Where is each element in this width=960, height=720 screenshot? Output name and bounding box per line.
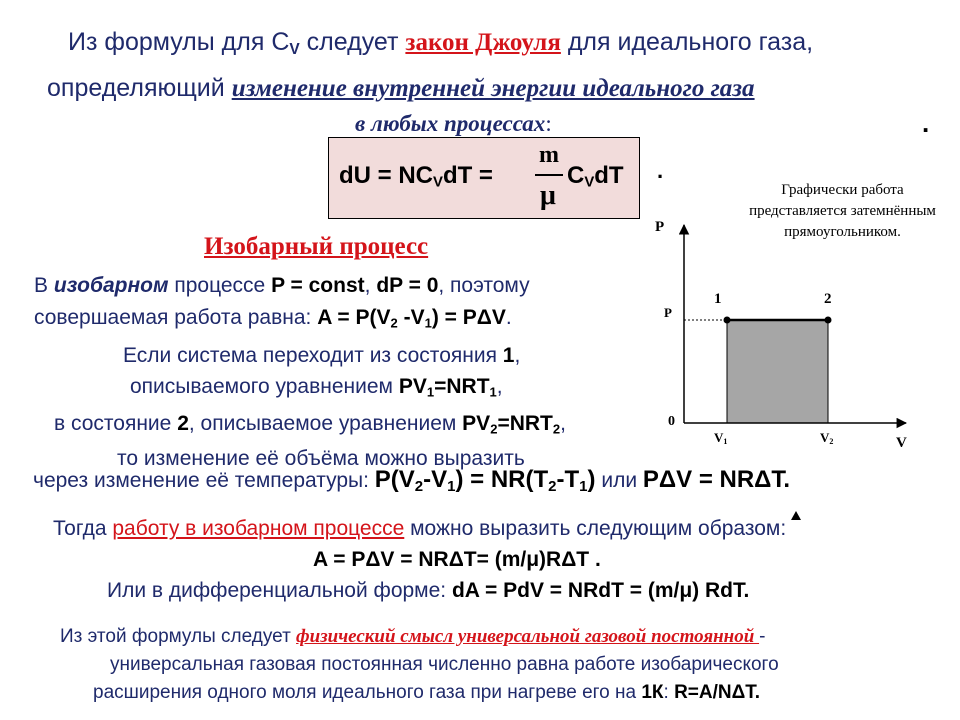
molar-mass-denominator: μ [540, 180, 556, 211]
intro-line-2: определяющий изменение внутренней энергии идеального газа [47, 74, 755, 102]
du-formula-left: dU = $NC_VdT$ = [339, 162, 493, 191]
work-line-1: Тогда работу в изобарном процессе можно выразить следующим образом: [53, 517, 787, 540]
state-line-1: Если система переходит из состояния 1, [123, 344, 521, 367]
section-heading-isobaric: Изобарный процесс [204, 233, 429, 260]
point-2-label: 2 [824, 291, 832, 307]
v2-tick-label: $V_2$ [820, 430, 834, 446]
intro-trailing-dot: . [922, 108, 930, 138]
internal-energy-term: изменение внутренней энергии идеального газа [231, 75, 755, 102]
pv-work-graph [640, 215, 920, 465]
joule-law-term: закон Джоуля [405, 29, 561, 56]
state-line-3: в состояние 2, описываемое уравнением $PV_2=NRT_2$, [54, 412, 566, 437]
v1-tick-label: $V_1$ [714, 430, 728, 446]
graph-caption: Графически работа представляется затемнённым прямоугольником. [749, 182, 936, 240]
point-1-label: 1 [714, 291, 722, 307]
meaning-line-2: универсальная газовая постоянная численно равна работе изобарического [110, 654, 779, 675]
work-area-rectangle [727, 320, 828, 423]
meaning-line-3: расширения одного моля идеального газа при нагреве его на 1К: R=A/NΔT. [93, 682, 761, 703]
axis-label-v: V [896, 435, 907, 451]
isobar-line-1: В изобарном процессе P = const, dP = 0, поэтому [34, 274, 530, 297]
isobar-line-2: совершаемая работа равна: $A = P(V_2$ $-V_1) = P\Delta V$. [34, 306, 512, 331]
formula-trailing-dot: . [657, 158, 664, 183]
du-formula-box [328, 137, 640, 219]
state-point-2 [825, 317, 832, 324]
intro-line-3: в любых процессах: [355, 111, 552, 136]
mass-numerator: m [539, 142, 559, 168]
intro-line-1: Из формулы для $C_V$ следует закон Джоуля для идеального газа, [68, 28, 814, 58]
state-line-5: через изменение её температуры: $P(V_2-V_1) = NR(T_2-T_1)$ или PΔV = NRΔT. [33, 466, 791, 495]
fraction-bar [535, 174, 563, 176]
state-line-4: то изменение её объёма можно выразить [117, 447, 525, 470]
cursor-caret-icon [791, 511, 801, 520]
work-formula: A = PΔV = NRΔT= (m/μ)RΔT . [313, 548, 601, 571]
gas-constant-meaning-term: физический смысл универсальной газовой постоянной [296, 626, 760, 647]
pressure-tick-label: P [664, 305, 672, 320]
origin-label: 0 [668, 414, 675, 429]
axis-label-p: P [655, 219, 665, 235]
du-formula-right: $C_VdT$ [567, 162, 624, 191]
meaning-line-1: Из этой формулы следует физический смысл универсальной газовой постоянной - [60, 626, 766, 647]
work-differential-line: Или в дифференциальной форме: dA = PdV = NRdT = (m/μ) RdT. [107, 579, 750, 602]
isobaric-work-term: работу в изобарном процессе [112, 517, 405, 540]
state-point-1 [724, 317, 731, 324]
state-line-2: описываемого уравнением $PV_1=NRT_1$, [130, 375, 503, 400]
